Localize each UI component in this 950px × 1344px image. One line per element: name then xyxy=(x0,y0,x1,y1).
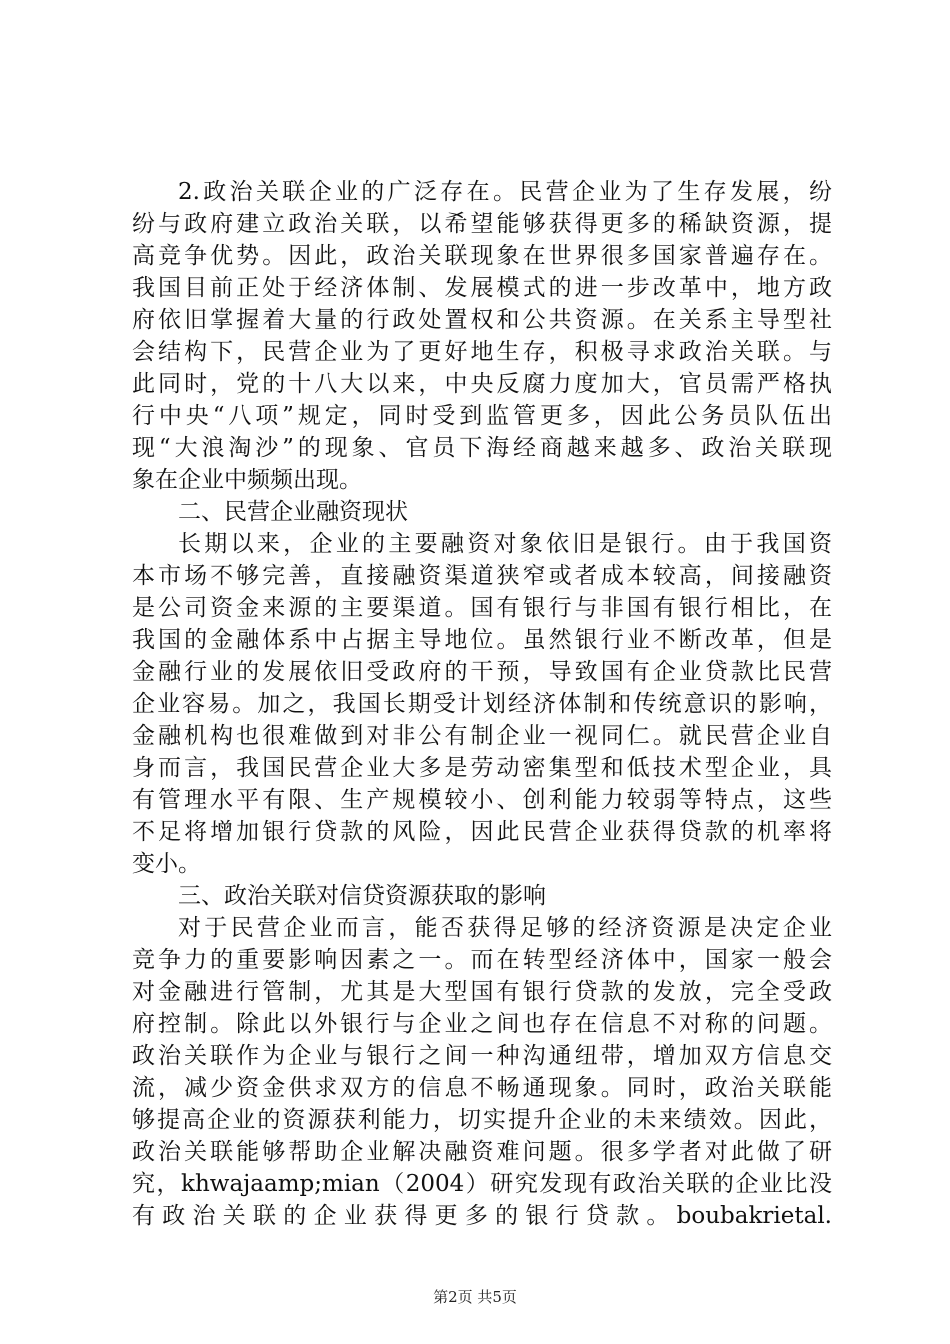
text-line: 够提高企业的资源获利能力，切实提升企业的未来绩效。因此， xyxy=(132,1107,832,1133)
text-line: 企业容易。加之，我国长期受计划经济体制和传统意识的影响， xyxy=(132,691,832,717)
text-line: 身而言，我国民营企业大多是劳动密集型和低技术型企业，具 xyxy=(132,755,832,781)
text-line: 有政治关联的企业获得更多的银行贷款。boubakrietal. xyxy=(132,1203,832,1229)
text-line: 纷与政府建立政治关联，以希望能够获得更多的稀缺资源，提 xyxy=(132,211,832,237)
text-line: 政治关联作为企业与银行之间一种沟通纽带，增加双方信息交 xyxy=(132,1043,832,1069)
text-line: 2.政治关联企业的广泛存在。民营企业为了生存发展，纷 xyxy=(178,179,832,205)
document-body xyxy=(132,176,832,1232)
text-line: 我国目前正处于经济体制、发展模式的进一步改革中，地方政 xyxy=(132,275,832,301)
text-line: 金融行业的发展依旧受政府的干预，导致国有企业贷款比民营 xyxy=(132,659,832,685)
text-line: 长期以来，企业的主要融资对象依旧是银行。由于我国资 xyxy=(178,531,832,557)
section-heading-credit-impact: 三、政治关联对信贷资源获取的影响 xyxy=(178,883,546,909)
section-heading-financing-status: 二、民营企业融资现状 xyxy=(178,499,408,525)
text-line: 有管理水平有限、生产规模较小、创利能力较弱等特点，这些 xyxy=(132,787,832,813)
text-line: 本市场不够完善，直接融资渠道狭窄或者成本较高，间接融资 xyxy=(132,563,832,589)
paragraph-political-connection xyxy=(132,176,832,496)
text-line: 行中央“八项”规定，同时受到监管更多，因此公务员队伍出 xyxy=(132,403,832,429)
text-line: 府依旧掌握着大量的行政处置权和公共资源。在关系主导型社 xyxy=(132,307,832,333)
text-line: 金融机构也很难做到对非公有制企业一视同仁。就民营企业自 xyxy=(132,723,832,749)
text-line: 我国的金融体系中占据主导地位。虽然银行业不断改革，但是 xyxy=(132,627,832,653)
text-line: 竞争力的重要影响因素之一。而在转型经济体中，国家一般会 xyxy=(132,947,832,973)
page-number-footer: 第2页 共5页 xyxy=(433,1288,517,1306)
text-line: 流，减少资金供求双方的信息不畅通现象。同时，政治关联能 xyxy=(132,1075,832,1101)
text-line: 象在企业中频频出现。 xyxy=(132,467,362,493)
text-line: 府控制。除此以外银行与企业之间也存在信息不对称的问题。 xyxy=(132,1011,832,1037)
text-line: 是公司资金来源的主要渠道。国有银行与非国有银行相比，在 xyxy=(132,595,832,621)
text-line: 变小。 xyxy=(132,851,201,877)
text-line: 对于民营企业而言，能否获得足够的经济资源是决定企业 xyxy=(178,915,832,941)
text-line: 现“大浪淘沙”的现象、官员下海经商越来越多、政治关联现 xyxy=(132,435,832,461)
text-line: 不足将增加银行贷款的风险，因此民营企业获得贷款的机率将 xyxy=(132,819,832,845)
paragraph-credit-impact xyxy=(132,912,832,1232)
text-line: 会结构下，民营企业为了更好地生存，积极寻求政治关联。与 xyxy=(132,339,832,365)
text-line: 高竞争优势。因此，政治关联现象在世界很多国家普遍存在。 xyxy=(132,243,832,269)
text-line: 对金融进行管制，尤其是大型国有银行贷款的发放，完全受政 xyxy=(132,979,832,1005)
text-line: 政治关联能够帮助企业解决融资难问题。很多学者对此做了研 xyxy=(132,1139,832,1165)
text-line: 此同时，党的十八大以来，中央反腐力度加大，官员需严格执 xyxy=(132,371,832,397)
text-line: 究，khwajaamp;mian（2004）研究发现有政治关联的企业比没 xyxy=(132,1171,832,1197)
paragraph-financing-status xyxy=(132,528,832,880)
